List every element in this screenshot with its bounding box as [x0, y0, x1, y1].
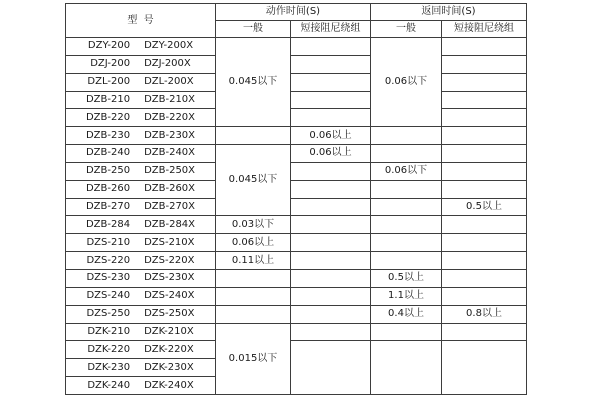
cell-return-general: [371, 252, 442, 270]
model-name-x: DZS-240X: [144, 290, 195, 302]
model-name: DZK-210: [87, 325, 131, 337]
cell-action-damping: [291, 55, 371, 73]
table-row: [66, 73, 527, 91]
cell-return-general: [371, 234, 442, 252]
table-row: [66, 198, 527, 216]
model-name-x: DZS-220X: [144, 254, 195, 266]
cell-return-general-merged: [371, 341, 442, 395]
model-name: DZK-220: [87, 343, 131, 355]
model-cell: [66, 38, 216, 56]
cell-return-general-merged-1: 0.06以下: [371, 38, 442, 127]
cell-action-damping-merged: [291, 341, 371, 395]
model-cell: [66, 323, 216, 341]
model-cell: [66, 109, 216, 127]
cell-action-damping: [291, 73, 371, 91]
model-cell: [66, 145, 216, 163]
model-name-x: DZK-240X: [144, 379, 194, 391]
model-name-x: DZB-250X: [144, 165, 196, 177]
header-action-time: 动作时间(S): [216, 4, 371, 21]
cell-action-damping: [291, 252, 371, 270]
model-cell: [66, 73, 216, 91]
table-row: [66, 234, 527, 252]
model-cell: [66, 91, 216, 109]
model-cell: [66, 180, 216, 198]
cell-return-general: [371, 180, 442, 198]
cell-return-damping: [442, 127, 527, 145]
model-name: DZB-284: [85, 218, 131, 230]
header-model: 型 号: [66, 4, 216, 38]
table-row: [66, 305, 527, 323]
cell-return-damping: [442, 234, 527, 252]
model-name-x: DZL-200X: [144, 76, 194, 88]
table-row: [66, 38, 527, 56]
cell-return-general: [371, 216, 442, 234]
cell-action-damping: [291, 305, 371, 323]
cell-action-damping: [291, 198, 371, 216]
table-row: [66, 145, 527, 163]
model-name: DZS-220: [86, 254, 131, 266]
model-cell: [66, 162, 216, 180]
model-cell: [66, 216, 216, 234]
model-name: DZY-200: [87, 40, 131, 52]
model-name: DZK-240: [87, 379, 131, 391]
table-row: [66, 91, 527, 109]
cell-return-general: 1.1以上: [371, 287, 442, 305]
model-name-x: DZK-220X: [144, 343, 194, 355]
model-cell: [66, 359, 216, 377]
model-name: DZB-250: [85, 165, 131, 177]
model-name-x: DZK-210X: [144, 325, 194, 337]
cell-return-damping: [442, 73, 527, 91]
model-name: DZB-270: [85, 201, 131, 213]
cell-return-damping: [442, 145, 527, 163]
model-name: DZS-230: [86, 272, 131, 284]
model-name-x: DZK-230X: [144, 361, 194, 373]
cell-action-damping: [291, 234, 371, 252]
model-name: DZK-230: [87, 361, 131, 373]
cell-action-damping: 0.06以上: [291, 127, 371, 145]
cell-return-damping: [442, 180, 527, 198]
model-cell: [66, 252, 216, 270]
cell-return-damping: [442, 55, 527, 73]
cell-return-damping: 0.5以上: [442, 198, 527, 216]
model-name-x: DZY-200X: [144, 40, 194, 52]
cell-return-general: [371, 323, 442, 341]
cell-action-general-merged-3: 0.015以下: [216, 323, 291, 395]
relay-spec-table: [65, 3, 527, 395]
cell-return-damping: [442, 109, 527, 127]
cell-action-damping: 0.06以上: [291, 145, 371, 163]
header-return-general: 一般: [371, 21, 442, 38]
table-row: [66, 216, 527, 234]
model-name-x: DZB-220X: [144, 111, 196, 123]
model-name: DZB-260: [85, 183, 131, 195]
cell-return-general: [371, 127, 442, 145]
header-return-time: 返回时间(S): [371, 4, 527, 21]
table-row: [66, 162, 527, 180]
cell-action-damping: [291, 216, 371, 234]
cell-action-general: [216, 269, 291, 287]
header-action-damping: 短接阻尼绕组: [291, 21, 371, 38]
cell-action-general-merged-1: 0.045以下: [216, 38, 291, 127]
model-name-x: DZS-230X: [144, 272, 195, 284]
model-name: DZS-240: [86, 290, 131, 302]
cell-return-damping: [442, 269, 527, 287]
cell-action-general-merged-2: 0.045以下: [216, 145, 291, 216]
table-row: [66, 341, 527, 359]
cell-return-damping: [442, 287, 527, 305]
cell-return-general: [371, 145, 442, 163]
model-cell: [66, 234, 216, 252]
model-name: DZB-210: [85, 93, 131, 105]
table-row: [66, 252, 527, 270]
cell-return-damping: [442, 216, 527, 234]
model-name: DZS-210: [86, 236, 131, 248]
cell-action-general: 0.03以下: [216, 216, 291, 234]
cell-action-damping: [291, 269, 371, 287]
model-name-x: DZB-270X: [144, 201, 196, 213]
header-row-1: [66, 4, 527, 21]
model-name: DZB-240: [85, 147, 131, 159]
cell-return-damping: [442, 323, 527, 341]
table-row: [66, 287, 527, 305]
cell-return-damping: [442, 38, 527, 56]
model-cell: [66, 341, 216, 359]
spec-table-container: [65, 3, 527, 395]
model-cell: [66, 305, 216, 323]
model-cell: [66, 55, 216, 73]
table-row: [66, 180, 527, 198]
model-name-x: DZS-210X: [144, 236, 195, 248]
header-action-general: 一般: [216, 21, 291, 38]
table-row: [66, 269, 527, 287]
model-name-x: DZJ-200X: [144, 58, 191, 70]
cell-return-damping-merged: [442, 341, 527, 395]
table-row: [66, 55, 527, 73]
cell-return-general: 0.4以上: [371, 305, 442, 323]
model-name-x: DZS-250X: [144, 308, 195, 320]
cell-return-damping: 0.8以上: [442, 305, 527, 323]
model-name: DZL-200: [87, 76, 131, 88]
cell-action-general: 0.11以上: [216, 252, 291, 270]
model-name: DZB-230: [85, 129, 131, 141]
cell-return-general: 0.06以下: [371, 162, 442, 180]
model-cell: [66, 198, 216, 216]
cell-action-general: [216, 287, 291, 305]
table-row: [66, 323, 527, 341]
header-return-damping: 短接阻尼绕组: [442, 21, 527, 38]
cell-return-damping: [442, 91, 527, 109]
cell-action-damping: [291, 180, 371, 198]
model-name: DZB-220: [85, 111, 131, 123]
model-name-x: DZB-210X: [144, 93, 196, 105]
model-name-x: DZB-230X: [144, 129, 196, 141]
cell-action-general: 0.06以上: [216, 234, 291, 252]
cell-action-damping: [291, 109, 371, 127]
table-row: [66, 109, 527, 127]
cell-return-damping: [442, 162, 527, 180]
model-cell: [66, 127, 216, 145]
model-cell: [66, 377, 216, 395]
cell-return-damping: [442, 252, 527, 270]
model-name-x: DZB-260X: [144, 183, 196, 195]
cell-action-general: [216, 305, 291, 323]
cell-return-general: 0.5以上: [371, 269, 442, 287]
model-cell: [66, 269, 216, 287]
model-name: DZS-250: [86, 308, 131, 320]
cell-action-damping: [291, 323, 371, 341]
model-name: DZJ-200: [90, 58, 131, 70]
table-row: [66, 127, 527, 145]
cell-action-general: [216, 127, 291, 145]
cell-action-damping: [291, 287, 371, 305]
cell-action-damping: [291, 91, 371, 109]
cell-return-general: [371, 198, 442, 216]
cell-action-damping: [291, 38, 371, 56]
cell-action-damping: [291, 162, 371, 180]
model-name-x: DZB-284X: [144, 218, 196, 230]
model-name-x: DZB-240X: [144, 147, 196, 159]
model-cell: [66, 287, 216, 305]
